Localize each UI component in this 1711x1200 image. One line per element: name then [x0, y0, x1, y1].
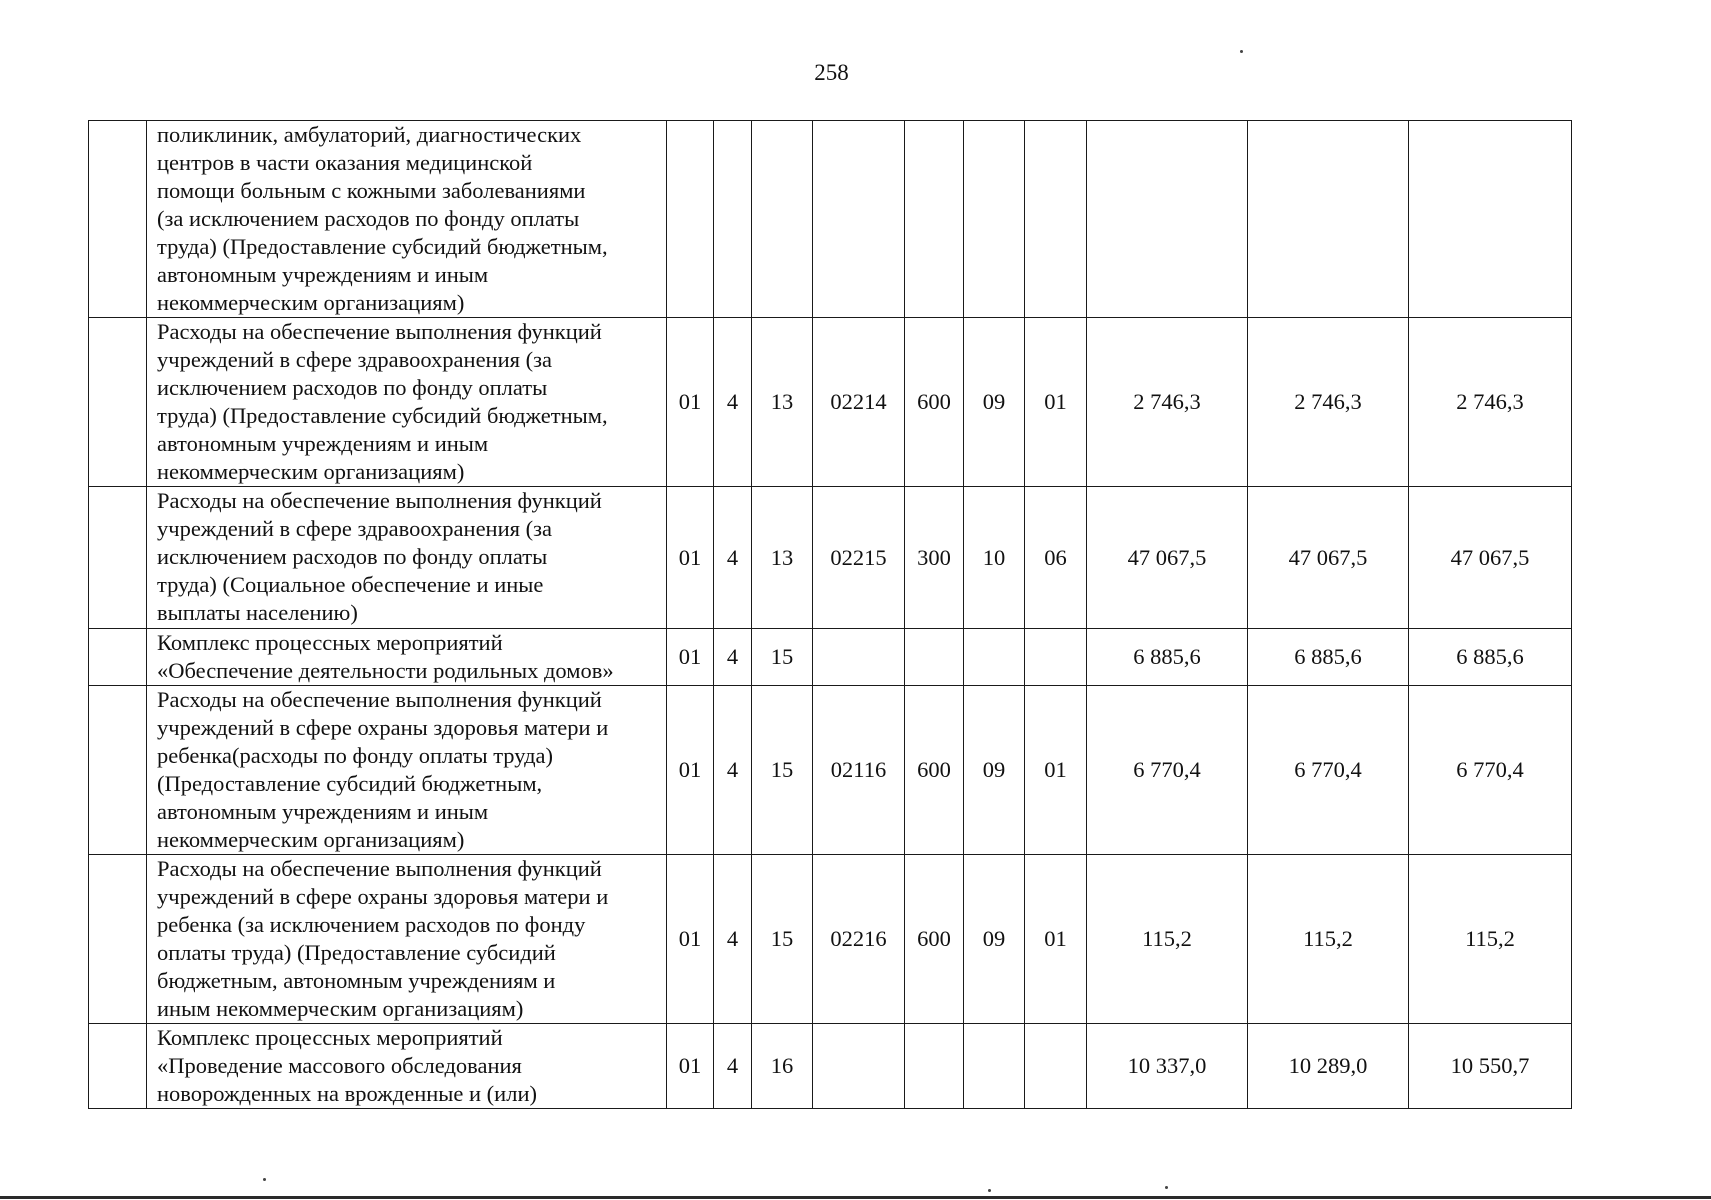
description-cell: Комплекс процессных мероприятий «Обеспечение деятельности родильных домов»	[147, 629, 667, 686]
description-cell: поликлиник, амбулаторий, диагностических центров в части оказания медицинской помощи больным с кожными заболеваниями (за исключением расходов по фонду оплаты труда) (Предоставление субсидий бюджетным, автономным учреждениям и иным некоммерческим организациям)	[147, 121, 667, 318]
code-cell: 09	[964, 686, 1025, 855]
code-cell: 01	[1025, 855, 1087, 1024]
code-cell: 01	[667, 855, 714, 1024]
amount-cell: 10 337,0	[1087, 1024, 1248, 1109]
code-cell: 600	[905, 855, 964, 1024]
amount-cell: 115,2	[1409, 855, 1572, 1024]
code-cell	[813, 121, 905, 318]
code-cell	[813, 629, 905, 686]
row-number-cell	[89, 318, 147, 487]
description-cell: Расходы на обеспечение выполнения функций учреждений в сфере охраны здоровья матери и ребенка (за исключением расходов по фонду оплаты труда) (Предоставление субсидий бюджетным, автономным учреждениям и иным некоммерческим организациям)	[147, 855, 667, 1024]
code-cell: 15	[752, 629, 813, 686]
amount-cell: 6 770,4	[1409, 686, 1572, 855]
row-number-cell	[89, 686, 147, 855]
amount-cell	[1087, 121, 1248, 318]
code-cell: 600	[905, 686, 964, 855]
code-cell: 13	[752, 487, 813, 629]
budget-table	[88, 120, 1572, 1109]
scan-speck	[263, 1178, 266, 1181]
row-number-cell	[89, 855, 147, 1024]
scan-speck	[1240, 50, 1243, 53]
code-cell	[752, 121, 813, 318]
description-cell: Расходы на обеспечение выполнения функций учреждений в сфере охраны здоровья матери и ребенка(расходы по фонду оплаты труда) (Предоставление субсидий бюджетным, автономным учреждениям и иным некоммерческим организациям)	[147, 686, 667, 855]
amount-cell: 47 067,5	[1409, 487, 1572, 629]
code-cell: 09	[964, 318, 1025, 487]
table-row	[89, 121, 1572, 318]
code-cell: 16	[752, 1024, 813, 1109]
code-cell: 300	[905, 487, 964, 629]
code-cell: 4	[714, 855, 752, 1024]
row-number-cell	[89, 629, 147, 686]
amount-cell: 6 885,6	[1409, 629, 1572, 686]
code-cell: 02216	[813, 855, 905, 1024]
code-cell	[1025, 121, 1087, 318]
amount-cell	[1409, 121, 1572, 318]
code-cell	[905, 121, 964, 318]
code-cell: 01	[1025, 686, 1087, 855]
code-cell	[964, 629, 1025, 686]
amount-cell: 2 746,3	[1409, 318, 1572, 487]
amount-cell: 2 746,3	[1087, 318, 1248, 487]
code-cell: 02215	[813, 487, 905, 629]
table-row	[89, 318, 1572, 487]
amount-cell: 6 885,6	[1087, 629, 1248, 686]
amount-cell: 6 885,6	[1248, 629, 1409, 686]
description-cell: Расходы на обеспечение выполнения функций учреждений в сфере здравоохранения (за исключением расходов по фонду оплаты труда) (Предоставление субсидий бюджетным, автономным учреждениям и иным некоммерческим организациям)	[147, 318, 667, 487]
page-bottom-border	[0, 1196, 1711, 1199]
table-row	[89, 629, 1572, 686]
code-cell: 02214	[813, 318, 905, 487]
code-cell	[1025, 1024, 1087, 1109]
amount-cell: 47 067,5	[1087, 487, 1248, 629]
amount-cell: 10 550,7	[1409, 1024, 1572, 1109]
amount-cell: 6 770,4	[1248, 686, 1409, 855]
amount-cell: 6 770,4	[1087, 686, 1248, 855]
amount-cell: 10 289,0	[1248, 1024, 1409, 1109]
scan-speck	[1165, 1186, 1168, 1189]
amount-cell: 47 067,5	[1248, 487, 1409, 629]
code-cell: 4	[714, 318, 752, 487]
amount-cell: 115,2	[1248, 855, 1409, 1024]
amount-cell	[1248, 121, 1409, 318]
code-cell: 09	[964, 855, 1025, 1024]
table-row	[89, 686, 1572, 855]
code-cell: 15	[752, 686, 813, 855]
code-cell	[1025, 629, 1087, 686]
code-cell: 4	[714, 487, 752, 629]
amount-cell: 2 746,3	[1248, 318, 1409, 487]
code-cell: 01	[1025, 318, 1087, 487]
code-cell: 15	[752, 855, 813, 1024]
code-cell	[667, 121, 714, 318]
table-row	[89, 487, 1572, 629]
code-cell	[905, 629, 964, 686]
code-cell	[905, 1024, 964, 1109]
code-cell: 4	[714, 686, 752, 855]
code-cell: 01	[667, 629, 714, 686]
code-cell: 01	[667, 1024, 714, 1109]
code-cell: 06	[1025, 487, 1087, 629]
code-cell: 01	[667, 318, 714, 487]
code-cell: 01	[667, 487, 714, 629]
description-cell: Расходы на обеспечение выполнения функций учреждений в сфере здравоохранения (за исключением расходов по фонду оплаты труда) (Социальное обеспечение и иные выплаты населению)	[147, 487, 667, 629]
table-row	[89, 1024, 1572, 1109]
scan-speck	[988, 1189, 991, 1192]
code-cell	[813, 1024, 905, 1109]
amount-cell: 115,2	[1087, 855, 1248, 1024]
code-cell: 02116	[813, 686, 905, 855]
code-cell: 600	[905, 318, 964, 487]
code-cell: 01	[667, 686, 714, 855]
code-cell: 4	[714, 629, 752, 686]
code-cell: 13	[752, 318, 813, 487]
code-cell	[714, 121, 752, 318]
code-cell: 4	[714, 1024, 752, 1109]
row-number-cell	[89, 121, 147, 318]
code-cell	[964, 1024, 1025, 1109]
row-number-cell	[89, 487, 147, 629]
row-number-cell	[89, 1024, 147, 1109]
code-cell	[964, 121, 1025, 318]
description-cell: Комплекс процессных мероприятий «Проведение массового обследования новорожденных на врожденные и (или)	[147, 1024, 667, 1109]
page-number: 258	[814, 60, 849, 85]
code-cell: 10	[964, 487, 1025, 629]
table-row	[89, 855, 1572, 1024]
